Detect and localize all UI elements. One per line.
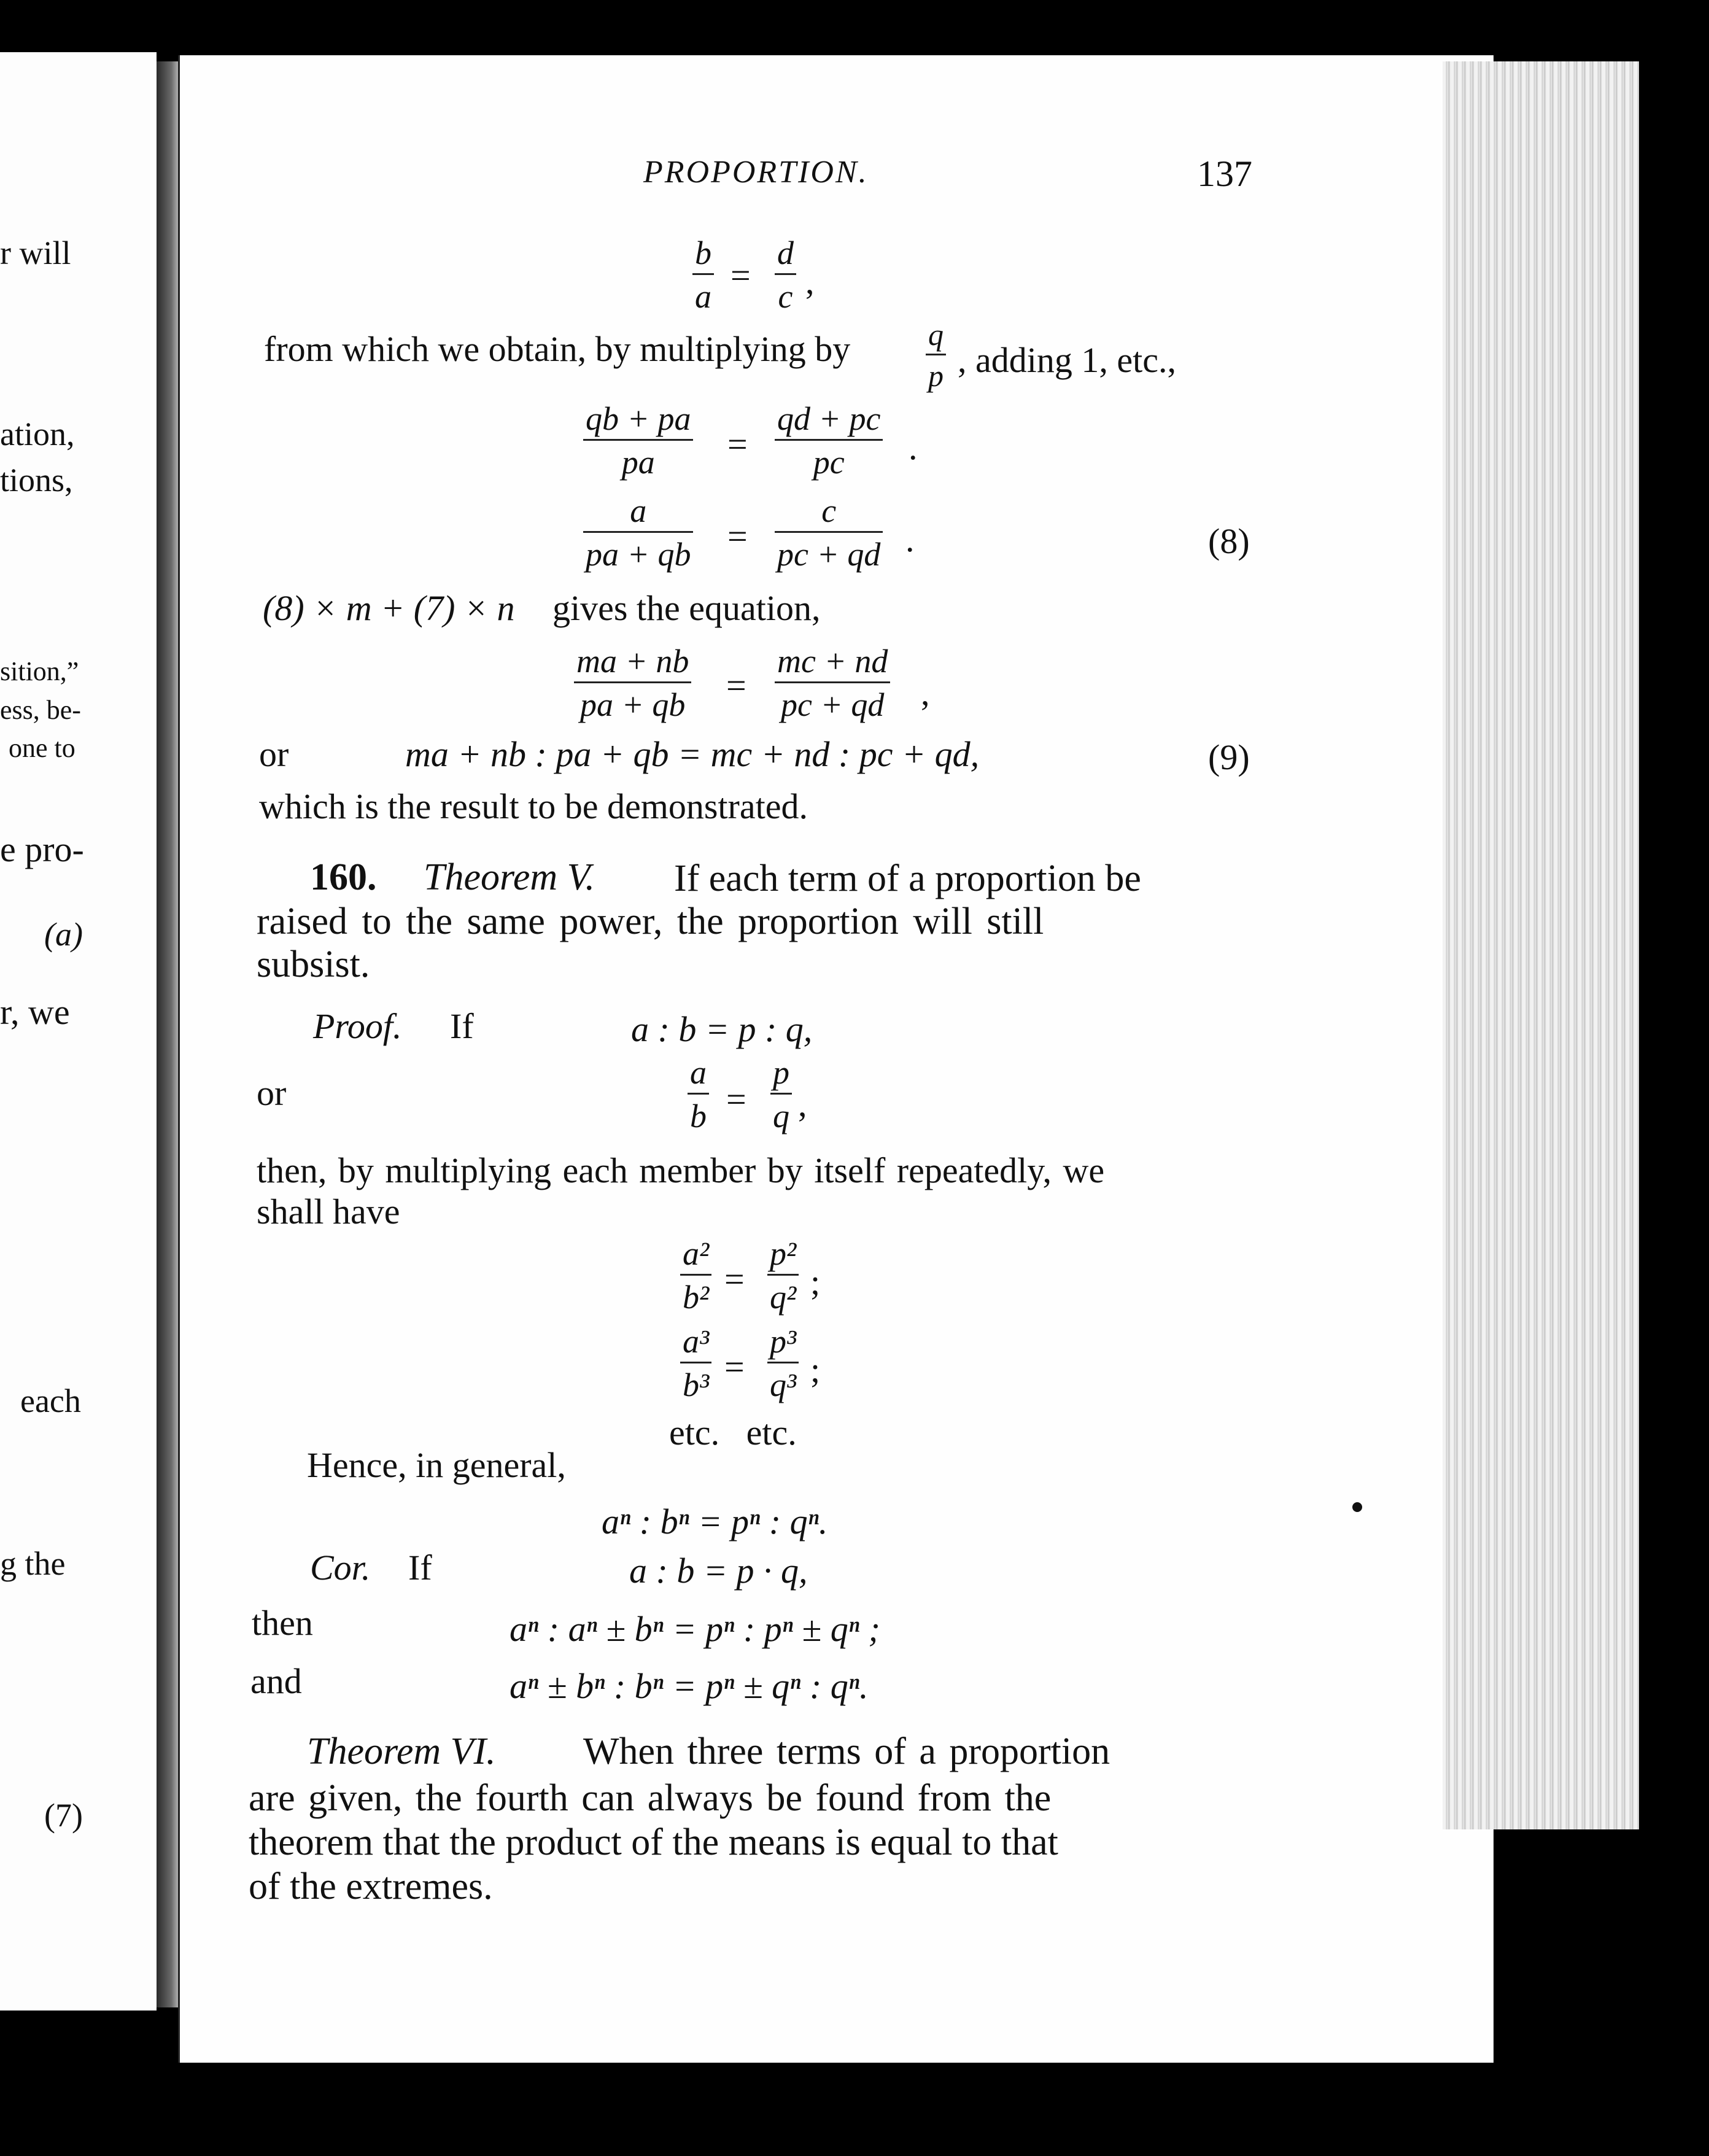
text-line: then [252, 1603, 313, 1643]
left-fragment: r, we [0, 992, 70, 1032]
text-line: If [408, 1548, 432, 1588]
punctuation: ; [810, 1262, 821, 1302]
punctuation: , [805, 262, 815, 301]
text-line: , adding 1, etc., [958, 340, 1176, 380]
fraction: $\frac{d}{c}$ [775, 236, 796, 313]
math-expression: ma + nb : pa + qb = mc + nd : pc + qd, [405, 734, 980, 774]
text-line: When three terms of a proportion [583, 1731, 1110, 1772]
text-line: If [450, 1006, 474, 1046]
text-line: Hence, in general, [307, 1445, 566, 1485]
corollary-label: Cor. [310, 1548, 371, 1588]
fraction: $\frac{b}{a}$ [692, 236, 714, 313]
equals-sign: = [726, 1079, 746, 1119]
equals-sign: = [726, 665, 746, 705]
section-number: 160. [310, 856, 377, 898]
text-line: are given, the fourth can always be found from the [249, 1777, 1052, 1819]
equals-sign: = [727, 424, 748, 464]
left-fragment: one to [9, 733, 76, 763]
left-fragment: each [20, 1382, 81, 1419]
fraction: $\frac{mc + nd}{pc + qd}$ [775, 645, 890, 721]
math-expression: a : b = p · q, [629, 1551, 808, 1591]
running-title: PROPORTION. [643, 155, 869, 190]
left-fragment: tions, [0, 462, 73, 498]
text-line: raised to the same power, the proportion will still [257, 901, 1044, 942]
left-fragment: g the [0, 1545, 66, 1582]
left-page-margin [0, 52, 157, 2011]
math-expression: a : b = p : q, [631, 1009, 813, 1049]
fraction: $\frac{\text{a³}}{\text{b³}}$ [680, 1325, 711, 1402]
equals-sign: = [724, 1347, 745, 1387]
equals-sign: = [724, 1259, 745, 1299]
text-line: shall have [257, 1192, 400, 1231]
scan-border [1639, 80, 1709, 2156]
fraction: $\frac{\text{p³}}{\text{q³}}$ [767, 1325, 799, 1402]
book-gutter [157, 61, 181, 2007]
ink-speck [1352, 1502, 1362, 1512]
text-line: then, by multiplying each member by itself repeatedly, we [257, 1150, 1105, 1190]
page-edges [1443, 61, 1639, 1829]
text-line: or [257, 1073, 287, 1113]
left-fragment: r will [0, 235, 71, 271]
fraction: $\frac{ma + nb}{pa + qb}$ [574, 645, 691, 721]
left-fragment: (a) [44, 916, 83, 953]
fraction: $\frac{qd + pc}{pc}$ [775, 402, 883, 479]
math-expression: aⁿ : bⁿ = pⁿ : qⁿ. [602, 1502, 828, 1541]
math-expression: (8) × m + (7) × n [263, 588, 515, 628]
text-line: or [259, 734, 289, 774]
equation-label: (8) [1208, 521, 1250, 561]
math-expression: aⁿ ± bⁿ : bⁿ = pⁿ ± qⁿ : qⁿ. [510, 1666, 869, 1706]
proof-label: Proof. [313, 1006, 402, 1046]
text-line: gives the equation, [552, 588, 821, 628]
punctuation: . [909, 427, 918, 467]
punctuation: . [905, 519, 915, 559]
fraction: $\frac{c}{pc + qd}$ [775, 494, 883, 571]
text-line: and [250, 1661, 302, 1701]
text-line: theorem that the product of the means is equal to that [249, 1821, 1058, 1863]
theorem-title: Theorem V. [424, 856, 595, 898]
text-line: etc. etc. [669, 1413, 797, 1452]
text-line: which is the result to be demonstrated. [259, 786, 808, 826]
fraction: $\frac{a}{b}$ [688, 1056, 709, 1133]
equals-sign: = [727, 516, 748, 556]
left-fragment: (7) [44, 1797, 83, 1834]
left-fragment: ess, be- [0, 695, 81, 725]
page-number: 137 [1197, 153, 1252, 194]
text-line: If each term of a proportion be [674, 858, 1141, 899]
left-fragment: ation, [0, 416, 75, 452]
punctuation: , [921, 673, 930, 713]
text-line: subsist. [257, 944, 370, 985]
left-fragment: sition,” [0, 656, 79, 686]
fraction: $\frac{qb + pa}{pa}$ [583, 402, 693, 479]
theorem-title: Theorem VI. [307, 1731, 496, 1772]
fraction: $\frac{a}{pa + qb}$ [583, 494, 693, 571]
fraction: $\frac{\text{a²}}{\text{b²}}$ [680, 1237, 711, 1314]
equation-label: (9) [1208, 737, 1250, 777]
fraction: $\frac{\text{p²}}{\text{q²}}$ [767, 1237, 799, 1314]
left-fragment: e pro- [0, 829, 84, 869]
text-line: from which we obtain, by multiplying by [264, 329, 851, 369]
punctuation: ; [810, 1350, 821, 1390]
math-expression: aⁿ : aⁿ ± bⁿ = pⁿ : pⁿ ± qⁿ ; [510, 1609, 880, 1649]
fraction: $\frac{p}{q}$ [770, 1056, 792, 1133]
punctuation: , [798, 1084, 807, 1124]
fraction: $\frac{q}{p}$ [926, 319, 946, 391]
equals-sign: = [730, 255, 751, 295]
text-line: of the extremes. [249, 1866, 493, 1907]
